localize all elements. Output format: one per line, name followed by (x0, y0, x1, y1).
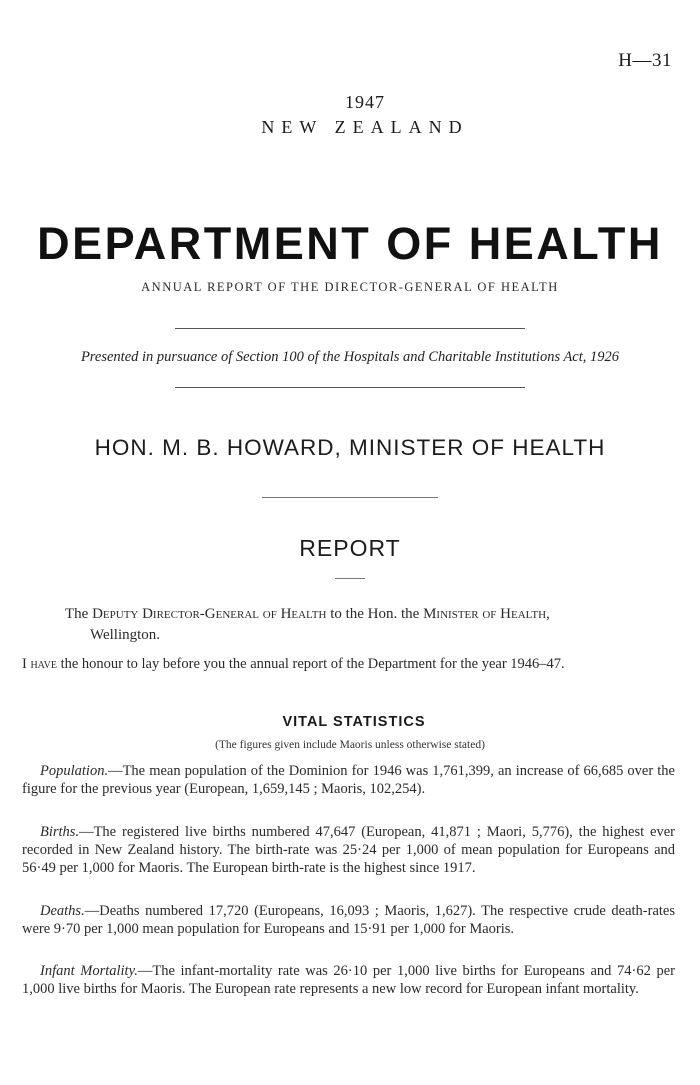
addresser: Deputy Director-General of Health (92, 606, 327, 622)
report-year: 1947 (345, 92, 385, 112)
divider-rule-tiny (335, 578, 365, 579)
section-note: (The figures given include Maoris unless otherwise stated) (215, 739, 485, 751)
divider-rule-short (262, 497, 438, 498)
minister-name: HON. M. B. HOWARD, MINISTER OF HEALTH (94, 435, 606, 460)
paragraph-births: Births.—The registered live births numbered 47,647 (European, 41,871 ; Maori, 5,776), the highest ever recorded in New Zealand history. The birth-rate was 25·24 per 1,000 of mean population for Europeans and 56·49 per 1,000 for Maoris. The European birth-rate is the highest since 1917. (22, 824, 675, 876)
paragraph-infant-mortality: Infant Mortality.—The infant-mortality rate was 26·10 per 1,000 live births for Europeans and 74·62 per 1,000 live births for Maoris. The European rate represents a new low record for European infant mortality. (22, 963, 675, 997)
report-address-place: Wellington. (90, 627, 161, 643)
report-address: The Deputy Director-General of Health to the Hon. the Minister of Health, (65, 606, 550, 622)
paragraph-population: Population.—The mean population of the Dominion for 1946 was 1,761,399, an increase of 66,685 over the figure for the previous year (European, 1,659,145 ; Maoris, 102,254). (22, 763, 675, 797)
report-heading: REPORT (299, 535, 401, 561)
report-intro: I have the honour to lay before you the annual report of the Department for the year 1946–47. (22, 656, 565, 672)
section-heading-vital-statistics: VITAL STATISTICS (282, 714, 426, 730)
department-subtitle: ANNUAL REPORT OF THE DIRECTOR-GENERAL OF HEALTH (141, 280, 559, 294)
divider-rule-top (175, 328, 525, 329)
divider-rule-middle (175, 387, 525, 388)
paragraph-deaths: Deaths.—Deaths numbered 17,720 (Europeans, 16,093 ; Maoris, 1,627). The respective crude death-rates were 9·70 per 1,000 mean population for Europeans and 15·91 per 1,000 for Maoris. (22, 903, 675, 937)
presented-statement: Presented in pursuance of Section 100 of the Hospitals and Charitable Institutions Act, 1926 (80, 349, 620, 365)
page-number: H—31 (618, 50, 672, 71)
addressee: Minister of Health, (423, 606, 550, 622)
country-name: NEW ZEALAND (261, 117, 469, 137)
department-title: DEPARTMENT OF HEALTH (37, 218, 663, 269)
